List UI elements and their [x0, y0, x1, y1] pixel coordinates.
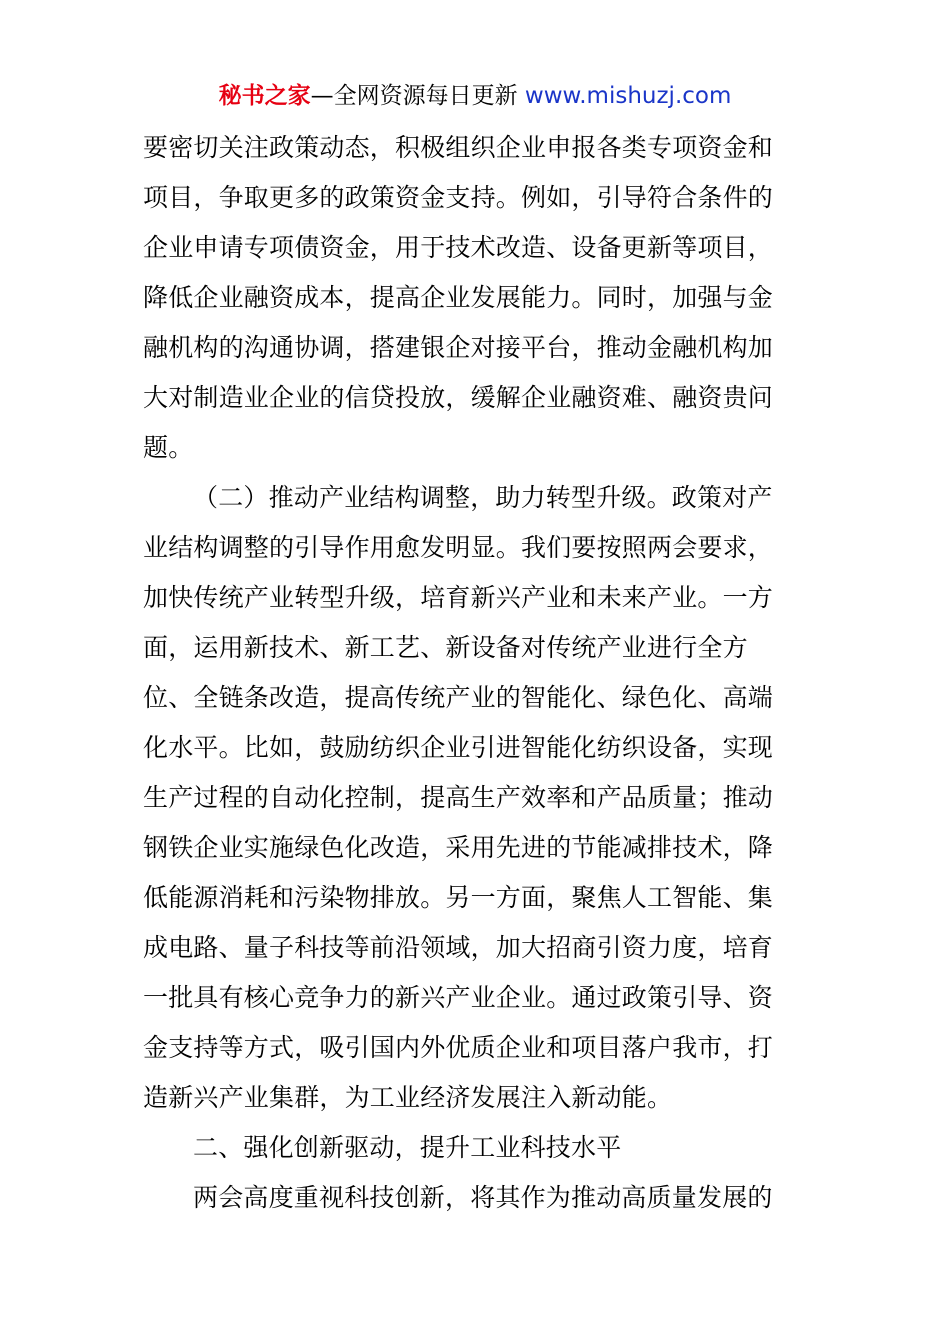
text-line: 成电路、量子科技等前沿领域，加大招商引资力度，培育 [143, 933, 774, 962]
text-line: 低能源消耗和污染物排放。另一方面，聚焦人工智能、集 [143, 883, 774, 912]
document-body [143, 123, 815, 1223]
text-line: 降低企业融资成本，提高企业发展能力。同时，加强与金 [143, 283, 774, 312]
text-line: 融机构的沟通协调，搭建银企对接平台，推动金融机构加 [143, 333, 774, 362]
text-line: 要密切关注政策动态，积极组织企业申报各类专项资金和 [143, 133, 774, 162]
text-line: 大对制造业企业的信贷投放，缓解企业融资难、融资贵问 [143, 383, 774, 412]
text-line: 题。 [143, 433, 194, 462]
site-brand: 秘书之家 [218, 83, 311, 109]
text-line: 生产过程的自动化控制，提高生产效率和产品质量；推动 [143, 783, 774, 812]
paragraph-start-line: （二）推动产业结构调整，助力转型升级。政策对产 [193, 483, 773, 512]
site-tagline: —全网资源每日更新 [310, 83, 525, 109]
text-line: 企业申请专项债资金，用于技术改造、设备更新等项目， [143, 233, 774, 262]
paragraph-start-line: 两会高度重视科技创新，将其作为推动高质量发展的 [193, 1183, 773, 1212]
text-line: 化水平。比如，鼓励纺织企业引进智能化纺织设备，实现 [143, 733, 774, 762]
text-line: 面，运用新技术、新工艺、新设备对传统产业进行全方 [143, 633, 748, 662]
site-url: www.mishuzj.com [524, 83, 732, 109]
text-line: 项目，争取更多的政策资金支持。例如，引导符合条件的 [143, 183, 774, 212]
text-line: 加快传统产业转型升级，培育新兴产业和未来产业。一方 [143, 583, 774, 612]
text-line: 一批具有核心竞争力的新兴产业企业。通过政策引导、资 [143, 983, 774, 1012]
text-line: 钢铁企业实施绿色化改造，采用先进的节能减排技术，降 [143, 833, 774, 862]
text-line: 造新兴产业集群，为工业经济发展注入新动能。 [143, 1083, 673, 1112]
section-heading: 二、强化创新驱动，提升工业科技水平 [193, 1133, 622, 1162]
text-line: 业结构调整的引导作用愈发明显。我们要按照两会要求， [143, 533, 774, 562]
site-header [0, 78, 950, 114]
text-line: 位、全链条改造，提高传统产业的智能化、绿色化、高端 [143, 683, 774, 712]
text-line: 金支持等方式，吸引国内外优质企业和项目落户我市，打 [143, 1033, 774, 1062]
